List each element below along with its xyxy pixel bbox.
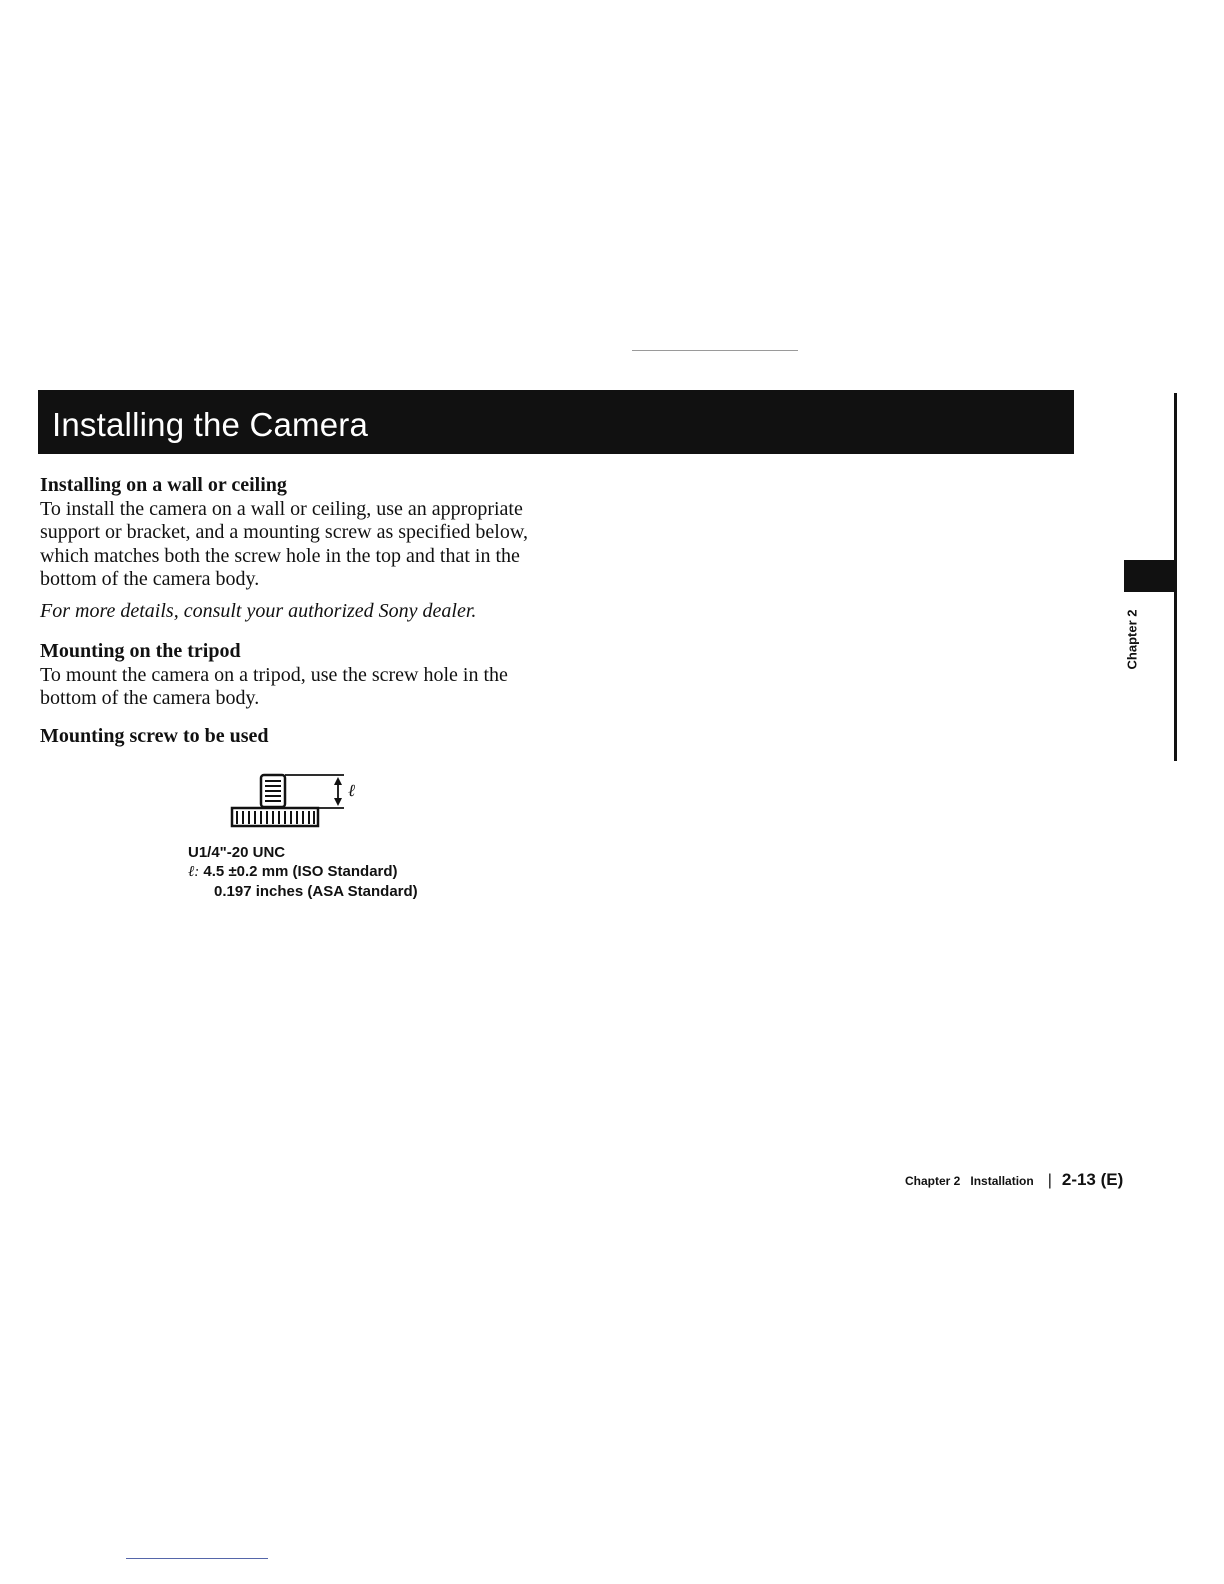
section-heading-screw: Mounting screw to be used xyxy=(40,724,269,747)
screw-thread xyxy=(261,775,285,807)
top-rule xyxy=(632,350,798,351)
length-iso: 4.5 ±0.2 mm (ISO Standard) xyxy=(203,863,398,880)
section-heading-tripod: Mounting on the tripod xyxy=(40,640,241,662)
footer-chapter: Chapter 2 xyxy=(905,1174,961,1188)
content-column xyxy=(40,474,540,748)
title-bar xyxy=(38,390,1074,454)
screw-knob xyxy=(232,808,318,826)
page-title: Installing the Camera xyxy=(52,406,369,443)
length-asa: 0.197 inches (ASA Standard) xyxy=(214,883,418,900)
section-body-wall: To install the camera on a wall or ceiling, use an appropriate support or bracket, and a mounting screw as specified below, which matches both the screw hole in the top and that in the bottom of the camera body. xyxy=(40,497,528,590)
length-symbol: ℓ xyxy=(348,781,356,800)
section-heading-wall: Installing on a wall or ceiling xyxy=(40,474,287,496)
mounting-screw-diagram xyxy=(228,770,358,830)
bottom-rule xyxy=(126,1558,268,1559)
page-number: 2-13 (E) xyxy=(1061,1170,1124,1189)
footer-separator: | xyxy=(1047,1172,1052,1189)
dealer-note: For more details, consult your authorized Sony dealer. xyxy=(40,599,477,622)
section-body-tripod: To mount the camera on a tripod, use the screw hole in the bottom of the camera body. xyxy=(40,663,508,709)
thread-spec: U1/4"-20 UNC xyxy=(188,844,286,861)
page-footer xyxy=(905,1170,1123,1190)
chapter-side-label: Chapter 2 xyxy=(1124,609,1140,670)
chapter-tab-marker xyxy=(1124,560,1176,592)
length-dimension xyxy=(285,775,355,808)
length-iso-line xyxy=(188,862,418,882)
length-label: ℓ: xyxy=(188,864,200,880)
footer-section: Installation xyxy=(970,1174,1034,1188)
screw-spec xyxy=(188,843,418,901)
